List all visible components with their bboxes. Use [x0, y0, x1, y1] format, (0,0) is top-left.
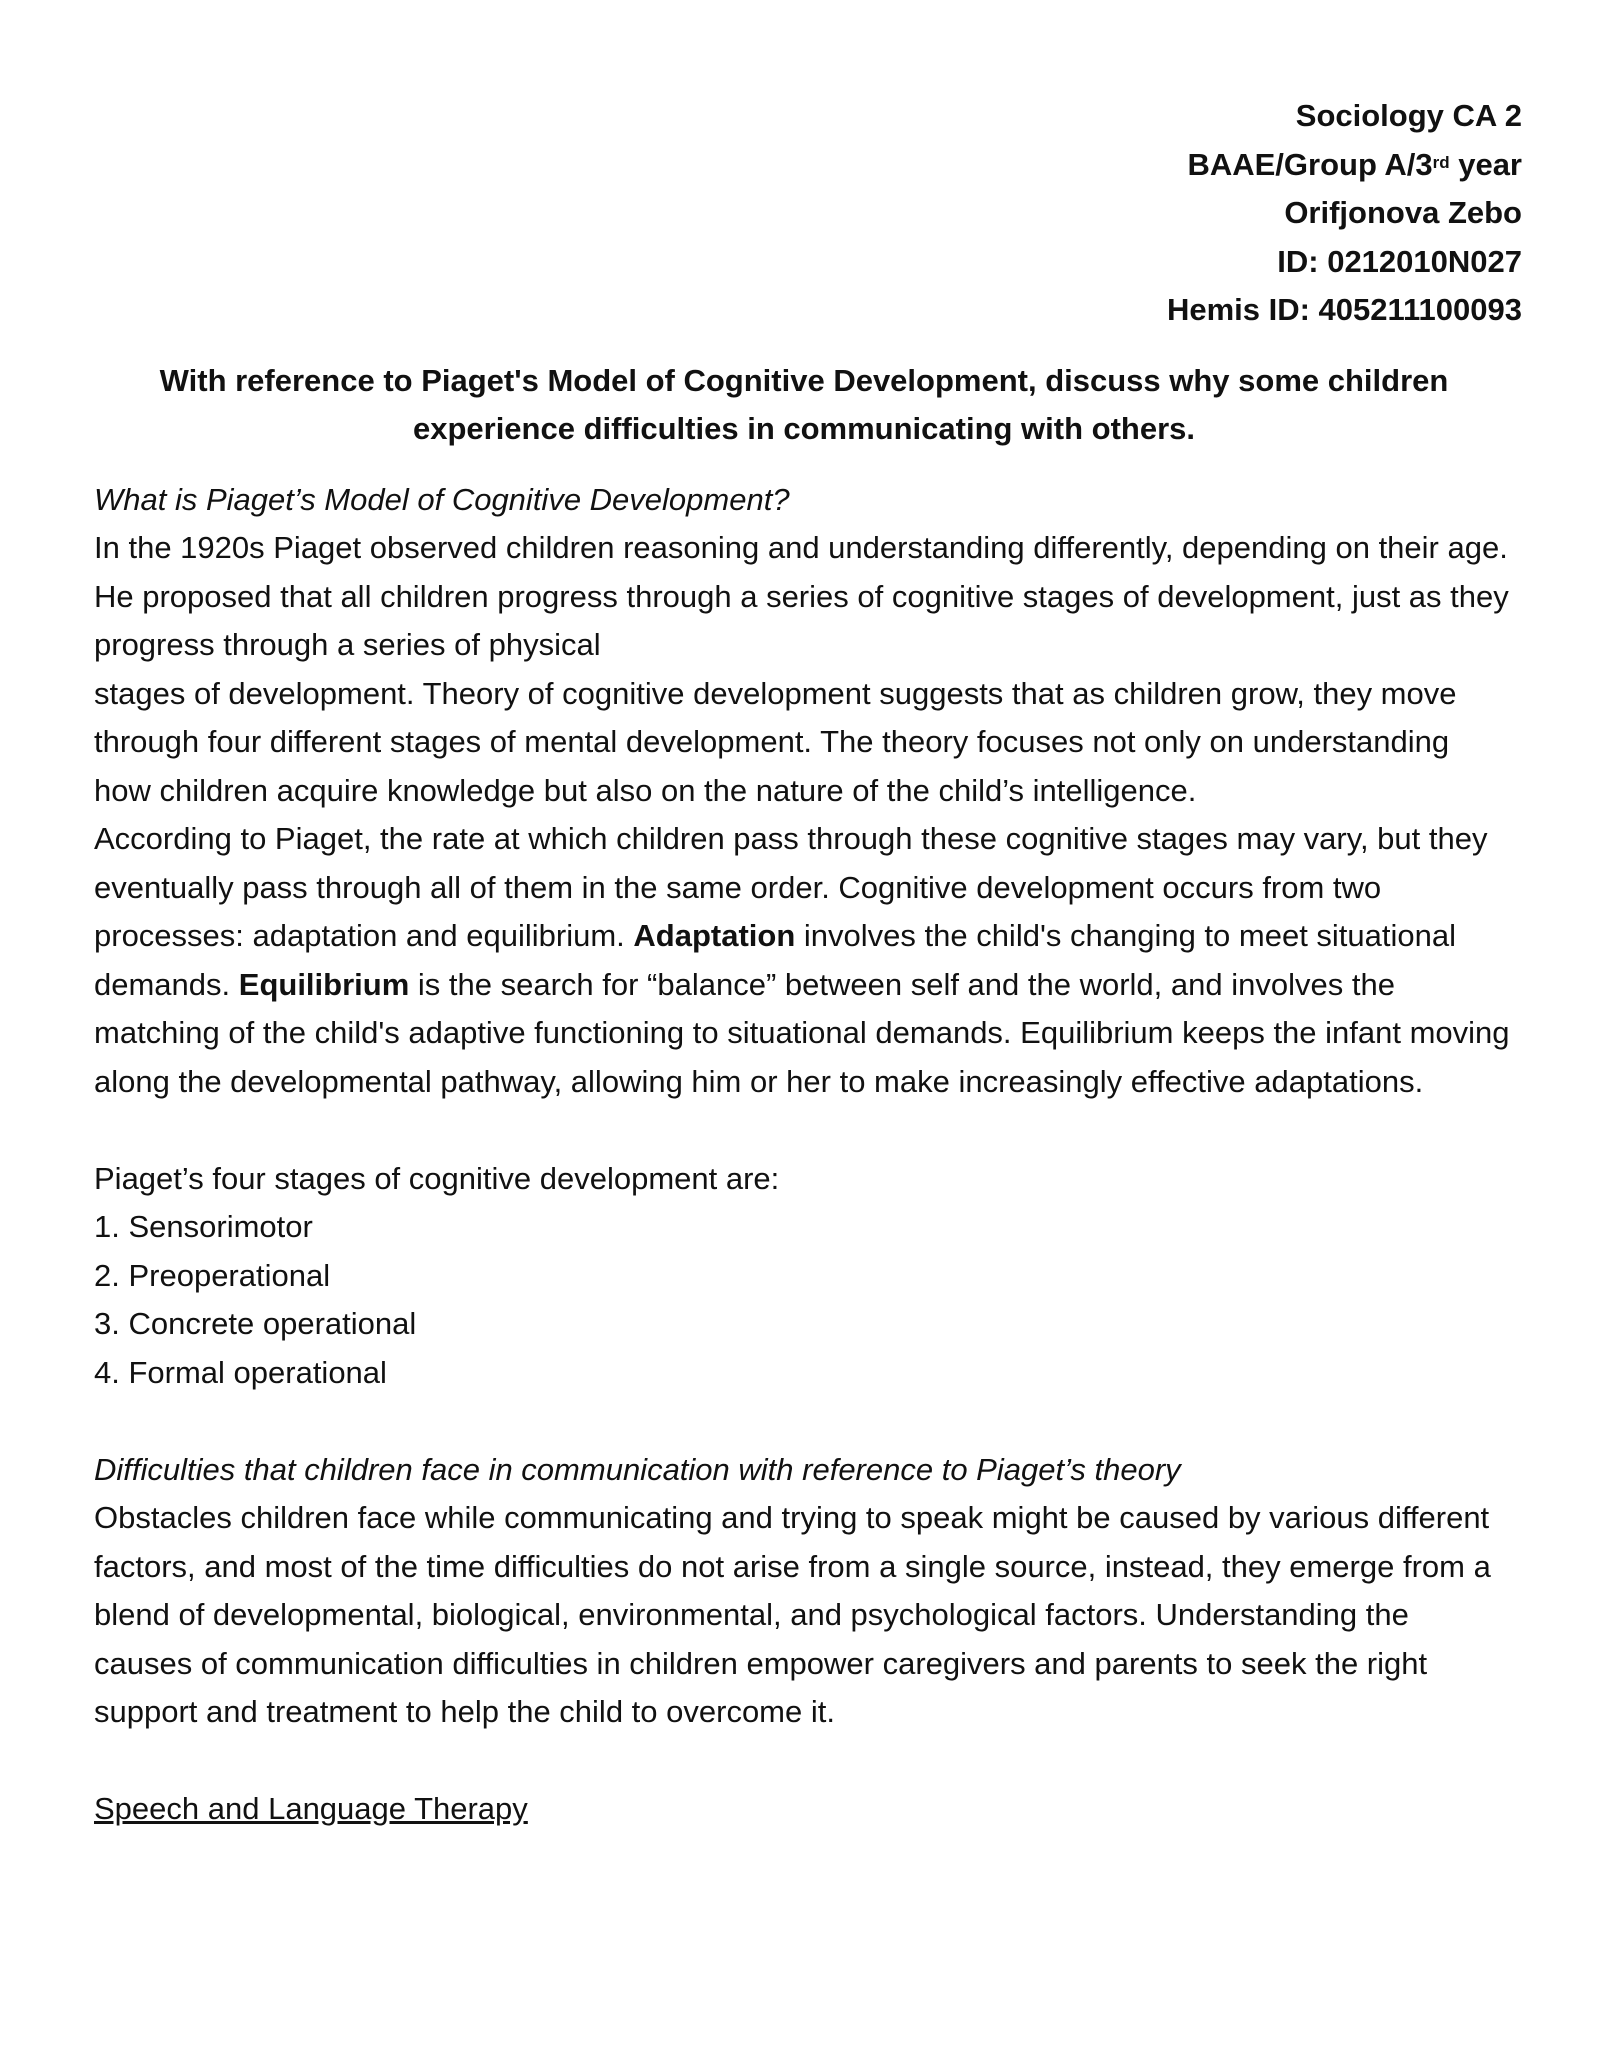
term-equilibrium: Equilibrium [238, 966, 410, 1002]
hemis-id: Hemis ID: 405211100093 [1166, 292, 1522, 327]
spacer [94, 1397, 1514, 1446]
student-id: ID: 0212010N027 [1277, 243, 1522, 279]
student-name: Orifjonova Zebo [1284, 195, 1522, 230]
spacer [94, 1106, 1514, 1155]
term-adaptation: Adaptation [633, 918, 796, 953]
paragraph-intro-b: stages of development. Theory of cognitive development suggests that as children grow, they move through four different stages of mental development. The theory focuses not only on understanding how children acquire knowledge but also on the nature of the child’s intelligence. [94, 675, 1457, 808]
paragraph-processes-part-c: is the search for “balance” between self and the world, and involves the matching of the child's adaptive functioning to situational demands. Equilibrium keeps the infant moving along the developmental pathway, allowing him or her to make increasingly effective adaptations. [94, 966, 1510, 1099]
section-heading-difficulties: Difficulties that children face in communication with reference to Piaget’s theory [94, 1451, 1181, 1487]
student-info-block [94, 92, 1522, 335]
list-item: 1. Sensorimotor [94, 1209, 313, 1244]
list-item: 4. Formal operational [94, 1354, 387, 1390]
spacer [94, 1737, 1514, 1786]
group-suffix: year [1449, 146, 1522, 182]
section-heading-piaget-model: What is Piaget’s Model of Cognitive Development? [94, 481, 790, 517]
paragraph-processes-part-a: According to Piaget, the rate at which children pass through these cognitive stages may vary, but they eventually pass through all of them in the same order. Cognitive development occurs from two processes: adaptation and equilibrium. [94, 821, 1488, 953]
course-title: Sociology CA 2 [1295, 98, 1522, 133]
stages-intro: Piaget’s four stages of cognitive development are: [94, 1160, 780, 1196]
group-line [94, 141, 1522, 190]
list-item: 3. Concrete operational [94, 1306, 417, 1341]
paragraph-difficulties: Obstacles children face while communicating and trying to speak might be caused by various different factors, and most of the time difficulties do not arise from a single source, instead, they emerge from a blend of developmental, biological, environmental, and psychological factors. Understanding the causes of communication difficulties in children empower caregivers and parents to seek the right support and treatment to help the child to overcome it. [94, 1500, 1491, 1729]
document-page [94, 92, 1522, 1834]
group-prefix: BAAE/Group A/3 [1187, 146, 1433, 182]
essay-title: With reference to Piaget's Model of Cognitive Development, discuss why some children experience difficulties in communicating with others. [159, 362, 1449, 446]
list-item: 2. Preoperational [94, 1257, 331, 1293]
group-ordinal: rd [1432, 152, 1450, 172]
essay-body [94, 476, 1514, 1834]
paragraph-intro-a: In the 1920s Piaget observed children reasoning and understanding differently, depending on their age. He proposed that all children progress through a series of cognitive stages of development, just as they progress through a series of physical [94, 530, 1509, 662]
paragraph-processes-part-b: involves the child's changing to meet situational demands. [94, 918, 1457, 1002]
section-heading-speech-therapy: Speech and Language Therapy [94, 1791, 528, 1826]
paragraph-processes [94, 815, 1514, 1106]
